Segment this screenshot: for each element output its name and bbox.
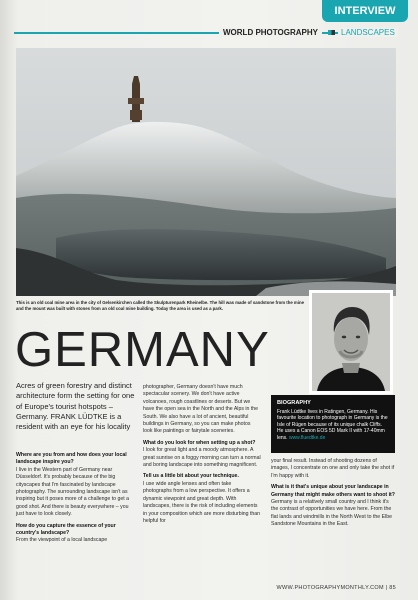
section-label: WORLD PHOTOGRAPHY [219, 28, 322, 37]
biography-text: Frank Lüdtke lives in Ratingen, Germany. His favourite location to photograph in Germany is the Isle of Rügen because of its unique chalk Cliffs. He uses a Canon EOS 5D Mark II with 17-40mm lens. [277, 408, 388, 441]
answer: Germany is a relatively small country and I think it's the contrast of opportunities we have here. From the flat lands and windmills in the North West to the Elbe Sandstone Mountains in the East. [271, 499, 393, 528]
text-column-2 [143, 384, 261, 529]
biography-box [271, 395, 395, 453]
text-column-3 [271, 458, 395, 533]
question: Where are you from and how does your local landscape inspire you? [16, 452, 127, 466]
text-column-1 [16, 452, 134, 549]
question: What is it that's unique about your landscape in Germany that might make others want to shoot it? [271, 484, 395, 498]
biography-link[interactable]: www.fluedtke.de [288, 434, 326, 441]
interview-tab: INTERVIEW [322, 0, 408, 22]
answer: photographer, Germany doesn't have much spectacular scenery. We don't have active volcanoes, rough coastlines or deserts. But we have the open sea in the North and the Alps in the South. We also have a lot of ancient, beautiful buildings in Germany, so you can make photos look like paintings or fairytale sceneries. [143, 384, 259, 435]
headline: GERMANY [15, 323, 270, 377]
page-footer: WWW.PHOTOGRAPHYMONTHLY.COM | 85 [276, 585, 396, 591]
answer: I live in the Western part of Germany near Düsseldorf. It's probably because of the big cityscapes that I'm fascinated by landscape photography. The surrounding landscape isn't as inspiring but it poses more of a challenge to get a good shot. And there is beauty everywhere – you just have to look closely. [16, 466, 130, 518]
question: How do you capture the essence of your country's landscape? [16, 522, 116, 537]
portrait-image [312, 293, 390, 391]
subsection-label: LANDSCAPES [338, 28, 398, 37]
answer: From the viewpoint of a local landscape [16, 537, 108, 544]
portrait-photo [309, 290, 393, 394]
photo-caption: This is an old coal mine area in the city of Gelsenkirchen called the Skulpturenpark Rheinelbe. The hill was made of sandstone from the mine and the mount was built with stones from an old coal mine building. Today the area is used as a park. [16, 300, 304, 311]
landscape-photo-image [16, 48, 396, 296]
answer: your final result. Instead of shooting dozens of images, I concentrate on one and only take the shot if I'm happy with it. [271, 458, 395, 479]
answer: I look for great light and a moody atmosphere. A great sunrise on a foggy morning can turn a normal and boring landscape into something magnificent. [143, 447, 261, 469]
question: What do you look for when setting up a shot? [143, 439, 256, 446]
answer: I use wide angle lenses and often take photographs from a low perspective. It offers a dynamic viewpoint and great depth. With landscapes, there is the risk of including elements in your composition which are more disturbing than helpful for [143, 480, 261, 524]
flag-icon [328, 30, 335, 35]
landscape-photo [16, 48, 396, 296]
biography-heading: BIOGRAPHY [277, 400, 311, 406]
standfirst: Acres of green forestry and distinct architecture form the setting for one of Europe's tourist hotspots – Germany. FRANK LÜDTKE is a resident with an eye for his locality [16, 381, 135, 432]
question: Tell us a little bit about your technique. [143, 473, 239, 480]
